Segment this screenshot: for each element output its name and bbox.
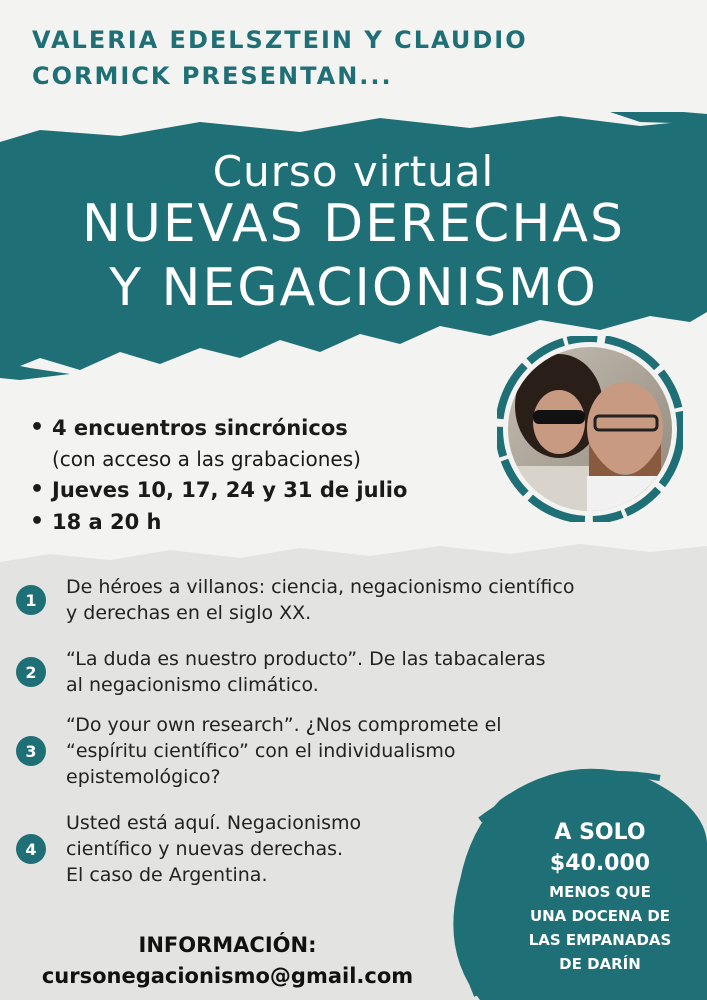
course-title-line-1: NUEVAS DERECHAS bbox=[81, 194, 626, 254]
price-note-line: LAS EMPANADAS bbox=[528, 931, 672, 949]
detail-recordings-text: (con acceso a las grabaciones) bbox=[52, 447, 361, 471]
price-note-line: DE DARÍN bbox=[559, 955, 641, 973]
module-text bbox=[66, 712, 502, 790]
bullet-icon: • bbox=[30, 477, 45, 502]
module-text-line: “espíritu científico” con el individualismo bbox=[66, 740, 456, 762]
course-title-line-2: Y NEGACIONISMO bbox=[109, 258, 598, 318]
price-badge bbox=[500, 818, 700, 976]
price-prefix: A SOLO bbox=[554, 820, 646, 845]
contact-email[interactable]: cursonegacionismo@gmail.com bbox=[41, 964, 414, 988]
detail-time bbox=[30, 506, 490, 538]
module-text-line: Usted está aquí. Negacionismo bbox=[66, 812, 362, 834]
course-details bbox=[30, 412, 490, 538]
module-text-line: El caso de Argentina. bbox=[66, 864, 268, 886]
presenters-line-2: CORMICK PRESENTAN... bbox=[32, 62, 393, 90]
course-subtitle: Curso virtual bbox=[212, 147, 495, 196]
module-text-line: científico y nuevas derechas. bbox=[66, 838, 344, 860]
presenters-line-1: VALERIA EDELSZTEIN Y CLAUDIO bbox=[32, 26, 528, 54]
bullet-icon: • bbox=[30, 415, 45, 440]
module-number-badge: 4 bbox=[16, 834, 46, 864]
module-text bbox=[66, 646, 546, 698]
bullet-icon: • bbox=[30, 509, 45, 534]
module-text bbox=[66, 810, 361, 888]
detail-time-text: 18 a 20 h bbox=[52, 510, 162, 534]
module-number-badge: 1 bbox=[16, 585, 46, 615]
module-item bbox=[16, 810, 456, 888]
course-title bbox=[0, 192, 707, 320]
detail-encounters bbox=[30, 412, 490, 444]
presenters-photo bbox=[497, 336, 683, 522]
module-text-line: al negacionismo climático. bbox=[66, 674, 319, 696]
presenters-heading bbox=[32, 22, 632, 94]
module-text bbox=[66, 574, 574, 626]
module-text-line: De héroes a villanos: ciencia, negacionismo científico bbox=[66, 576, 575, 598]
module-item bbox=[16, 646, 656, 698]
detail-dates bbox=[30, 474, 490, 506]
detail-dates-text: Jueves 10, 17, 24 y 31 de julio bbox=[52, 478, 408, 502]
contact-label: INFORMACIÓN: bbox=[138, 933, 317, 957]
price-note-line: UNA DOCENA DE bbox=[529, 907, 671, 925]
module-text-line: “Do your own research”. ¿Nos compromete el bbox=[66, 714, 502, 736]
module-text-line: epistemológico? bbox=[66, 766, 221, 788]
detail-encounters-text: 4 encuentros sincrónicos bbox=[52, 416, 348, 440]
contact-info bbox=[0, 930, 455, 992]
module-text-line: y derechas en el siglo XX. bbox=[66, 602, 312, 624]
module-item bbox=[16, 574, 656, 626]
price-value: $40.000 bbox=[549, 851, 651, 876]
module-number-badge: 3 bbox=[16, 736, 46, 766]
module-text-line: “La duda es nuestro producto”. De las tabacaleras bbox=[66, 648, 546, 670]
price-note-line: MENOS QUE bbox=[549, 883, 651, 901]
module-number-badge: 2 bbox=[16, 657, 46, 687]
